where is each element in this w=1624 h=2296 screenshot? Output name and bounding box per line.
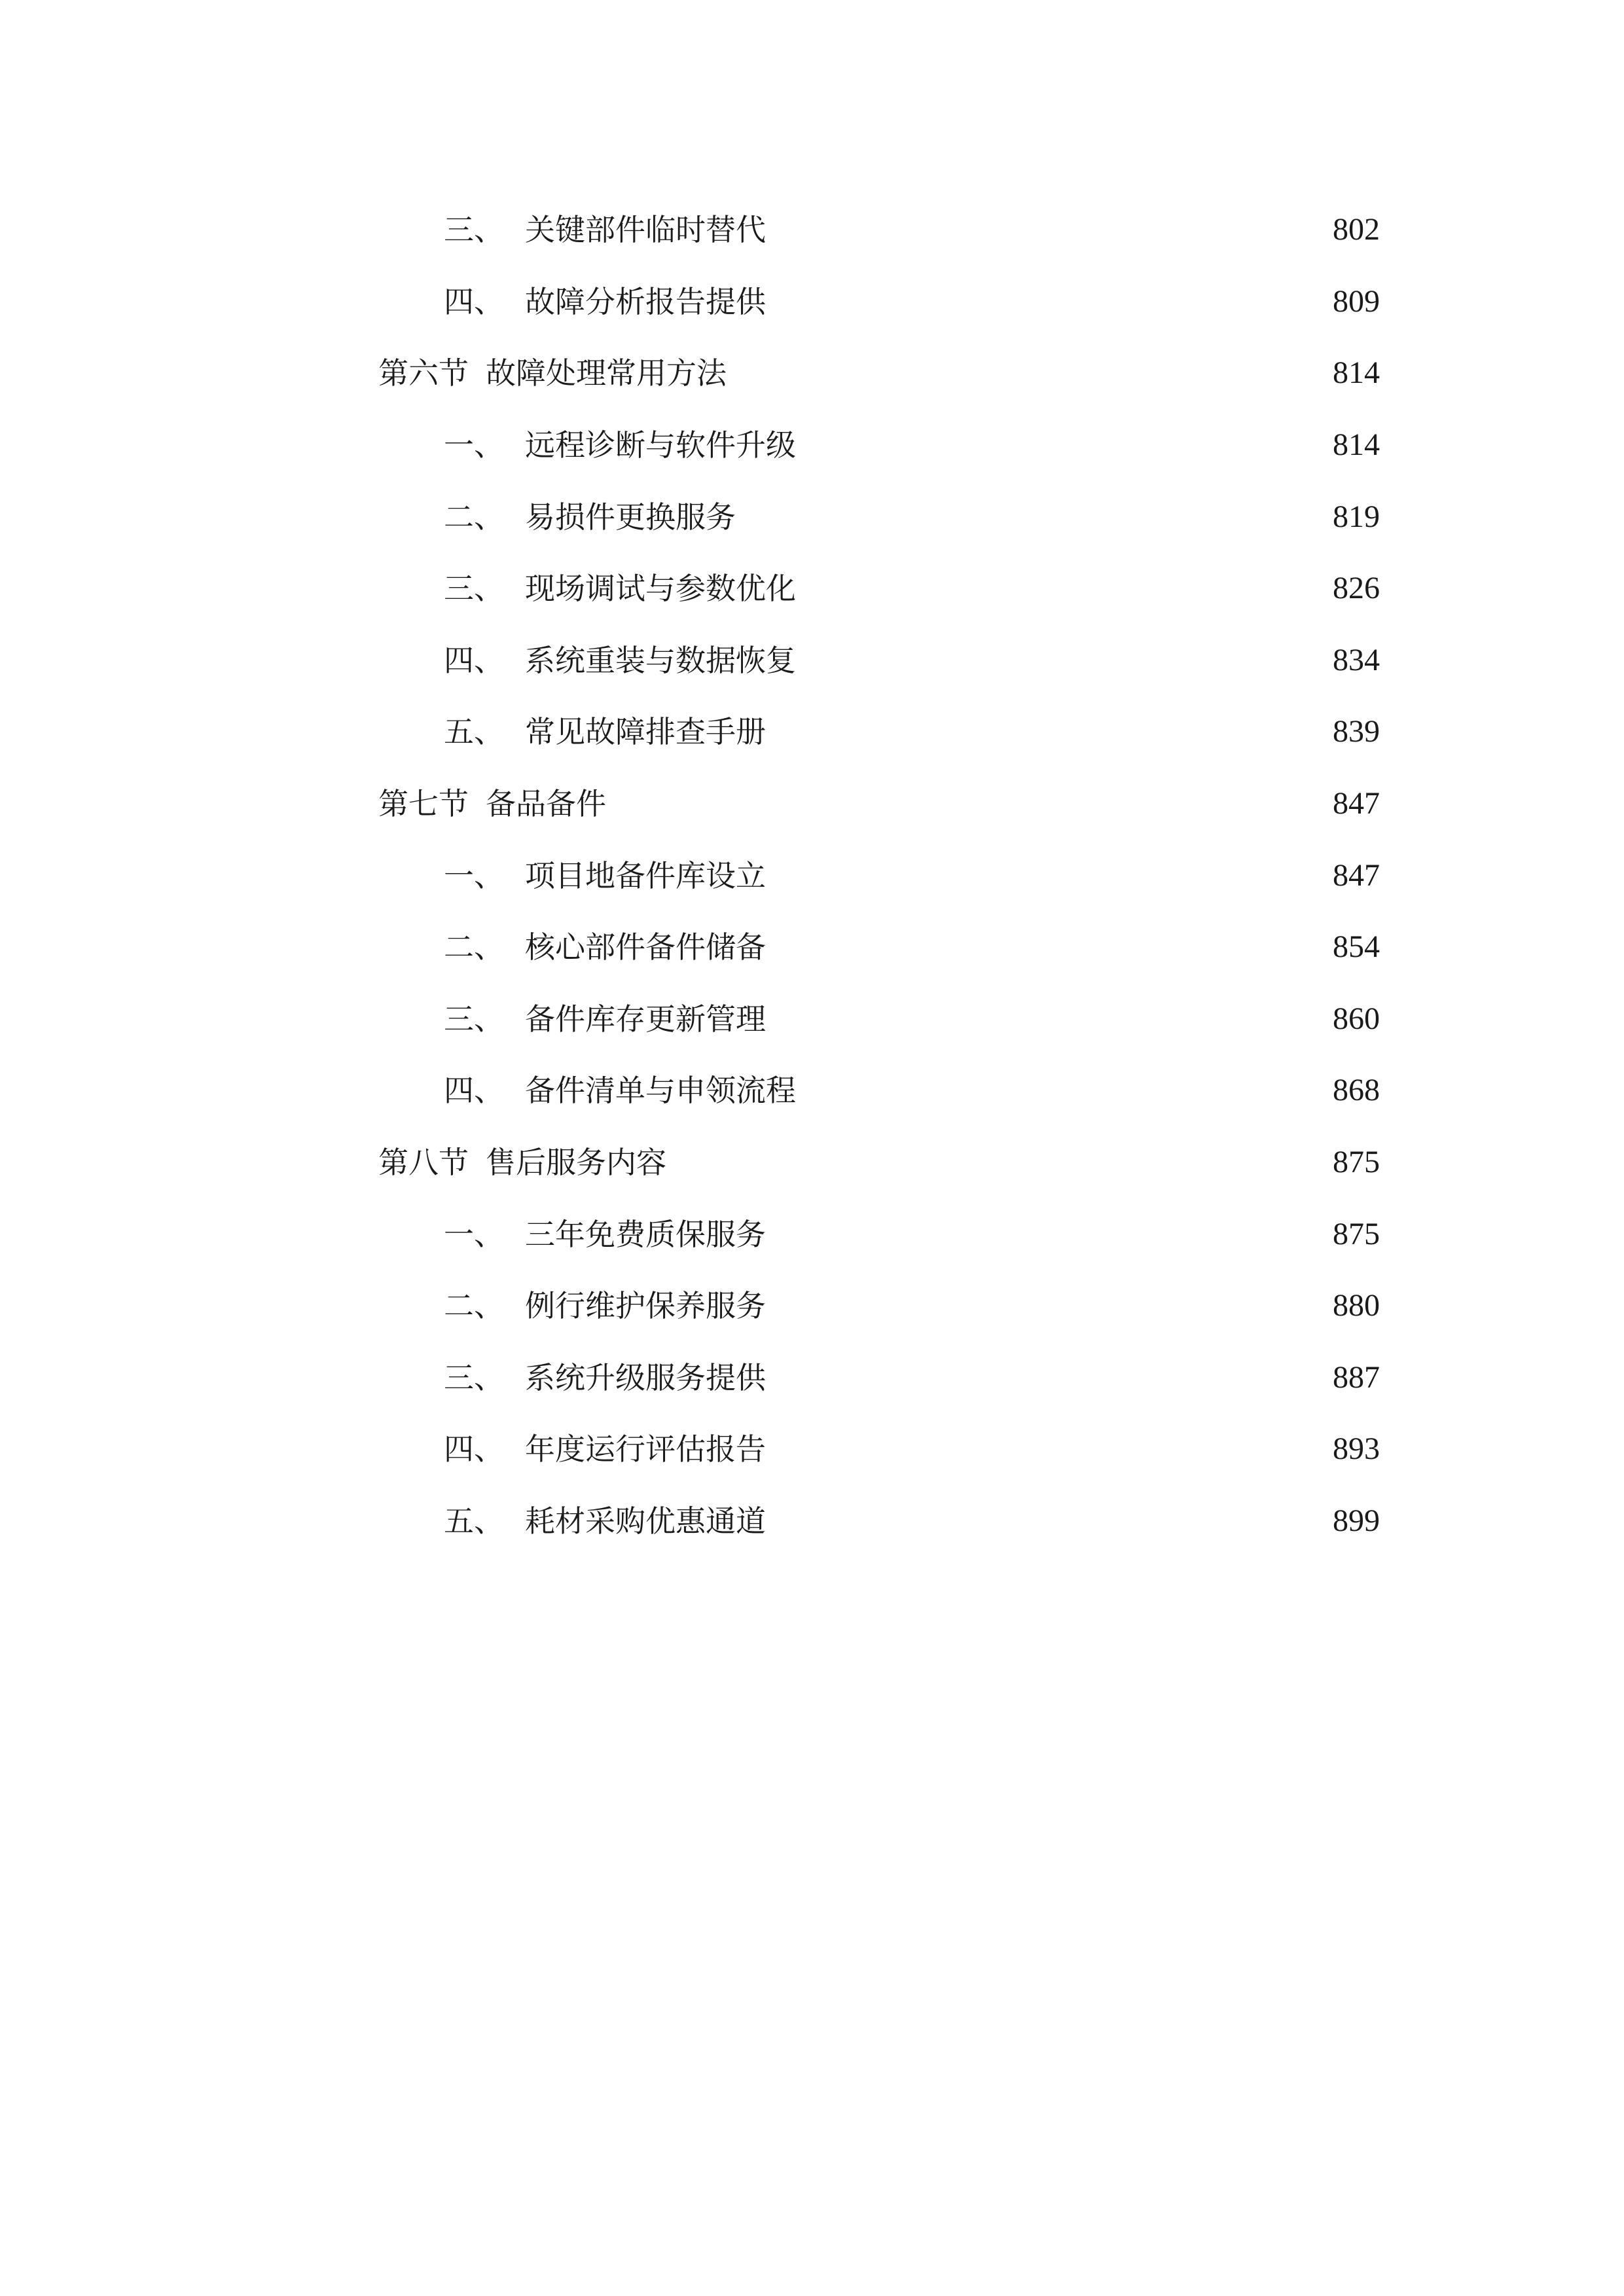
entry-number: 四、 bbox=[444, 1431, 504, 1467]
section-number: 第八节 bbox=[378, 1145, 469, 1180]
entry-number: 四、 bbox=[444, 643, 504, 678]
entry-number: 三、 bbox=[444, 1001, 504, 1037]
dot-leader bbox=[745, 491, 1324, 543]
page-number: 899 bbox=[1333, 1503, 1380, 1538]
page-number: 847 bbox=[1333, 858, 1380, 893]
entry-title: 故障分析报告提供 bbox=[525, 284, 766, 319]
dot-leader bbox=[805, 419, 1324, 471]
entry-title: 故障处理常用方法 bbox=[486, 355, 727, 391]
entry-title: 关键部件临时替代 bbox=[525, 212, 766, 247]
dot-leader bbox=[775, 1495, 1324, 1547]
entry-title: 耗材采购优惠通道 bbox=[525, 1503, 766, 1539]
toc-entry[interactable] bbox=[444, 1280, 1380, 1332]
dot-leader bbox=[775, 1208, 1324, 1261]
page-number: 860 bbox=[1333, 1001, 1380, 1036]
page-number: 875 bbox=[1333, 1145, 1380, 1179]
toc-entry[interactable] bbox=[444, 921, 1380, 973]
entry-title: 系统升级服务提供 bbox=[525, 1360, 766, 1395]
dot-leader bbox=[805, 634, 1324, 687]
page-number: 802 bbox=[1333, 212, 1380, 247]
page-number: 819 bbox=[1333, 499, 1380, 534]
entry-title: 备件清单与申领流程 bbox=[525, 1073, 796, 1108]
entry-title: 售后服务内容 bbox=[486, 1145, 666, 1180]
dot-leader bbox=[736, 347, 1324, 399]
page-number: 875 bbox=[1333, 1217, 1380, 1251]
entry-title: 三年免费质保服务 bbox=[525, 1217, 766, 1252]
toc-entry[interactable] bbox=[444, 706, 1380, 758]
entry-number: 二、 bbox=[444, 929, 504, 965]
dot-leader bbox=[775, 706, 1324, 758]
dot-leader bbox=[676, 1136, 1324, 1189]
page-number: 854 bbox=[1333, 929, 1380, 964]
entry-title: 备品备件 bbox=[486, 786, 606, 821]
entry-number: 三、 bbox=[444, 571, 504, 606]
section-number: 第六节 bbox=[378, 355, 469, 391]
page-number: 834 bbox=[1333, 643, 1380, 677]
page-number: 887 bbox=[1333, 1360, 1380, 1395]
toc-entry[interactable] bbox=[444, 634, 1380, 687]
dot-leader bbox=[805, 562, 1324, 615]
entry-number: 一、 bbox=[444, 858, 504, 893]
dot-leader bbox=[775, 993, 1324, 1045]
entry-number: 四、 bbox=[444, 1073, 504, 1108]
entry-number: 二、 bbox=[444, 1288, 504, 1323]
entry-title: 年度运行评估报告 bbox=[525, 1431, 766, 1467]
dot-leader bbox=[775, 921, 1324, 973]
page-number: 814 bbox=[1333, 427, 1380, 462]
toc-entry[interactable] bbox=[444, 850, 1380, 902]
entry-number: 五、 bbox=[444, 1503, 504, 1539]
toc-entry[interactable] bbox=[444, 419, 1380, 471]
dot-leader bbox=[775, 276, 1324, 328]
toc-entry[interactable] bbox=[444, 1208, 1380, 1261]
dot-leader bbox=[775, 850, 1324, 902]
dot-leader bbox=[805, 1064, 1324, 1117]
entry-number: 一、 bbox=[444, 1217, 504, 1252]
page-number: 868 bbox=[1333, 1073, 1380, 1107]
entry-number: 五、 bbox=[444, 714, 504, 749]
toc-entry-section[interactable] bbox=[378, 1136, 1380, 1189]
toc-entry[interactable] bbox=[444, 1352, 1380, 1404]
toc-entry[interactable] bbox=[444, 993, 1380, 1045]
entry-title: 系统重装与数据恢复 bbox=[525, 643, 796, 678]
toc-entry[interactable] bbox=[444, 276, 1380, 328]
page-number: 814 bbox=[1333, 355, 1380, 390]
page-number: 826 bbox=[1333, 571, 1380, 605]
page-number: 847 bbox=[1333, 786, 1380, 821]
entry-number: 三、 bbox=[444, 1360, 504, 1395]
toc-entry-section[interactable] bbox=[378, 347, 1380, 399]
dot-leader bbox=[775, 1352, 1324, 1404]
entry-number: 三、 bbox=[444, 212, 504, 247]
entry-number: 一、 bbox=[444, 427, 504, 463]
entry-title: 易损件更换服务 bbox=[525, 499, 736, 535]
entry-title: 例行维护保养服务 bbox=[525, 1288, 766, 1323]
dot-leader bbox=[615, 778, 1324, 830]
dot-leader bbox=[775, 1280, 1324, 1332]
page-number: 893 bbox=[1333, 1431, 1380, 1466]
toc-entry[interactable] bbox=[444, 562, 1380, 615]
entry-title: 备件库存更新管理 bbox=[525, 1001, 766, 1037]
toc-entry-section[interactable] bbox=[378, 778, 1380, 830]
page-number: 809 bbox=[1333, 284, 1380, 319]
toc-entry[interactable] bbox=[444, 1064, 1380, 1117]
dot-leader bbox=[775, 1423, 1324, 1475]
entry-number: 四、 bbox=[444, 284, 504, 319]
entry-title: 现场调试与参数优化 bbox=[525, 571, 796, 606]
entry-title: 核心部件备件储备 bbox=[525, 929, 766, 965]
page-number: 880 bbox=[1333, 1288, 1380, 1323]
entry-number: 二、 bbox=[444, 499, 504, 535]
page-number: 839 bbox=[1333, 714, 1380, 749]
toc-entry[interactable] bbox=[444, 1423, 1380, 1475]
toc-entry[interactable] bbox=[444, 204, 1380, 256]
dot-leader bbox=[775, 204, 1324, 256]
entry-title: 项目地备件库设立 bbox=[525, 858, 766, 893]
toc-entry[interactable] bbox=[444, 491, 1380, 543]
entry-title: 常见故障排查手册 bbox=[525, 714, 766, 749]
entry-title: 远程诊断与软件升级 bbox=[525, 427, 796, 463]
toc-entry[interactable] bbox=[444, 1495, 1380, 1547]
section-number: 第七节 bbox=[378, 786, 469, 821]
